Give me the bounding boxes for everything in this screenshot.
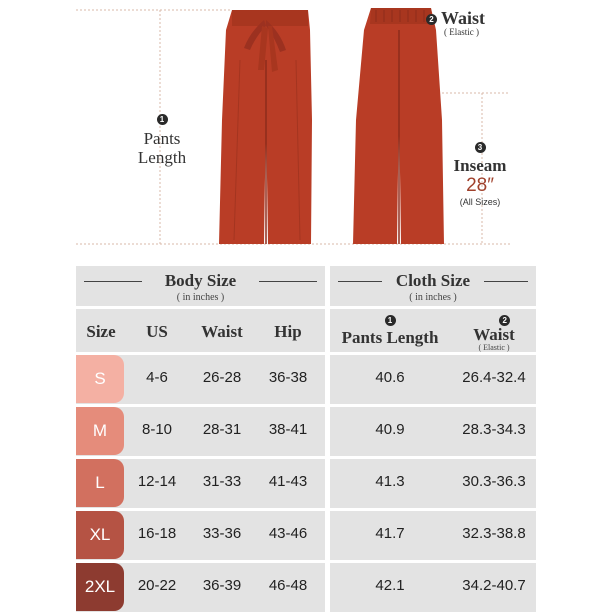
pants-illustration [0,0,612,256]
column-header-cloth-waist [460,310,528,352]
column-header-hip: Hip [274,322,302,341]
table-row [76,563,536,612]
column-header-pants-length-text: Pants Length [341,328,439,347]
size-badge: XL [76,511,124,559]
back-pants-image [353,8,444,244]
pants-length-label [124,110,200,167]
cloth-size-title: Cloth Size [395,271,471,290]
inseam-value: 28″ [466,175,494,196]
waist-label-sub: ( Elastic ) [444,27,479,37]
cell-us: 16-18 [137,525,177,542]
waist-label-text: Waist [441,8,486,28]
table-row [76,511,536,560]
cell-pants-length: 41.3 [375,473,405,490]
cell-waist: 33-36 [202,525,242,542]
cell-us: 20-22 [137,577,177,594]
column-header-size: Size [86,322,116,341]
cell-waist: 26-28 [202,369,242,386]
front-pants-image [219,10,312,244]
cell-pants-length: 42.1 [375,577,405,594]
column-header-us: US [146,322,168,341]
body-size-subtitle: ( in inches ) [176,292,225,303]
pants-length-line1: Pants [143,129,181,148]
column-header-cloth-waist-sub: ( Elastic ) [478,343,510,352]
number-3-icon: 3 [475,142,486,153]
cell-hip: 38-41 [268,421,308,438]
cloth-size-subtitle: ( in inches ) [409,292,457,303]
waist-label [426,8,498,37]
cell-cloth-waist: 34.2-40.7 [462,577,526,594]
cell-us: 4-6 [146,369,168,386]
pants-measurement-figure [0,0,612,256]
pants-length-line2: Length [137,148,187,167]
header-divider [484,281,528,282]
column-header-waist: Waist [201,322,243,341]
cell-waist: 28-31 [202,421,242,438]
inseam-label [444,138,516,207]
cell-cloth-waist: 28.3-34.3 [462,421,526,438]
body-size-header [76,266,325,306]
cell-cloth-waist: 26.4-32.4 [462,369,526,386]
cell-hip: 43-46 [268,525,308,542]
number-2-icon: 2 [426,14,437,25]
column-header-pants-length [332,310,448,348]
table-row [76,355,536,404]
size-chart-table [76,266,536,612]
cell-waist: 31-33 [202,473,242,490]
number-2-icon: 2 [499,315,510,326]
size-badge: S [76,355,124,403]
cell-pants-length: 40.6 [375,369,405,386]
cell-cloth-waist: 30.3-36.3 [462,473,526,490]
cell-pants-length: 41.7 [375,525,405,542]
cell-hip: 46-48 [268,577,308,594]
size-badge: 2XL [76,563,124,611]
cell-us: 12-14 [137,473,177,490]
row-divider [76,306,536,309]
number-1-icon: 1 [157,114,168,125]
body-size-title: Body Size [164,271,237,290]
cell-cloth-waist: 32.3-38.8 [462,525,526,542]
inseam-sub: (All Sizes) [459,197,501,207]
cell-us: 8-10 [141,421,173,438]
table-row [76,459,536,508]
size-badge: M [76,407,124,455]
inseam-label-text: Inseam [453,156,507,175]
cloth-size-header [330,266,536,306]
size-badge: L [76,459,124,507]
cell-hip: 41-43 [268,473,308,490]
table-row [76,407,536,456]
header-divider [259,281,317,282]
cell-waist: 36-39 [202,577,242,594]
cell-hip: 36-38 [268,369,308,386]
column-header-cloth-waist-text: Waist [473,325,515,344]
cell-pants-length: 40.9 [375,421,405,438]
number-1-icon: 1 [385,315,396,326]
